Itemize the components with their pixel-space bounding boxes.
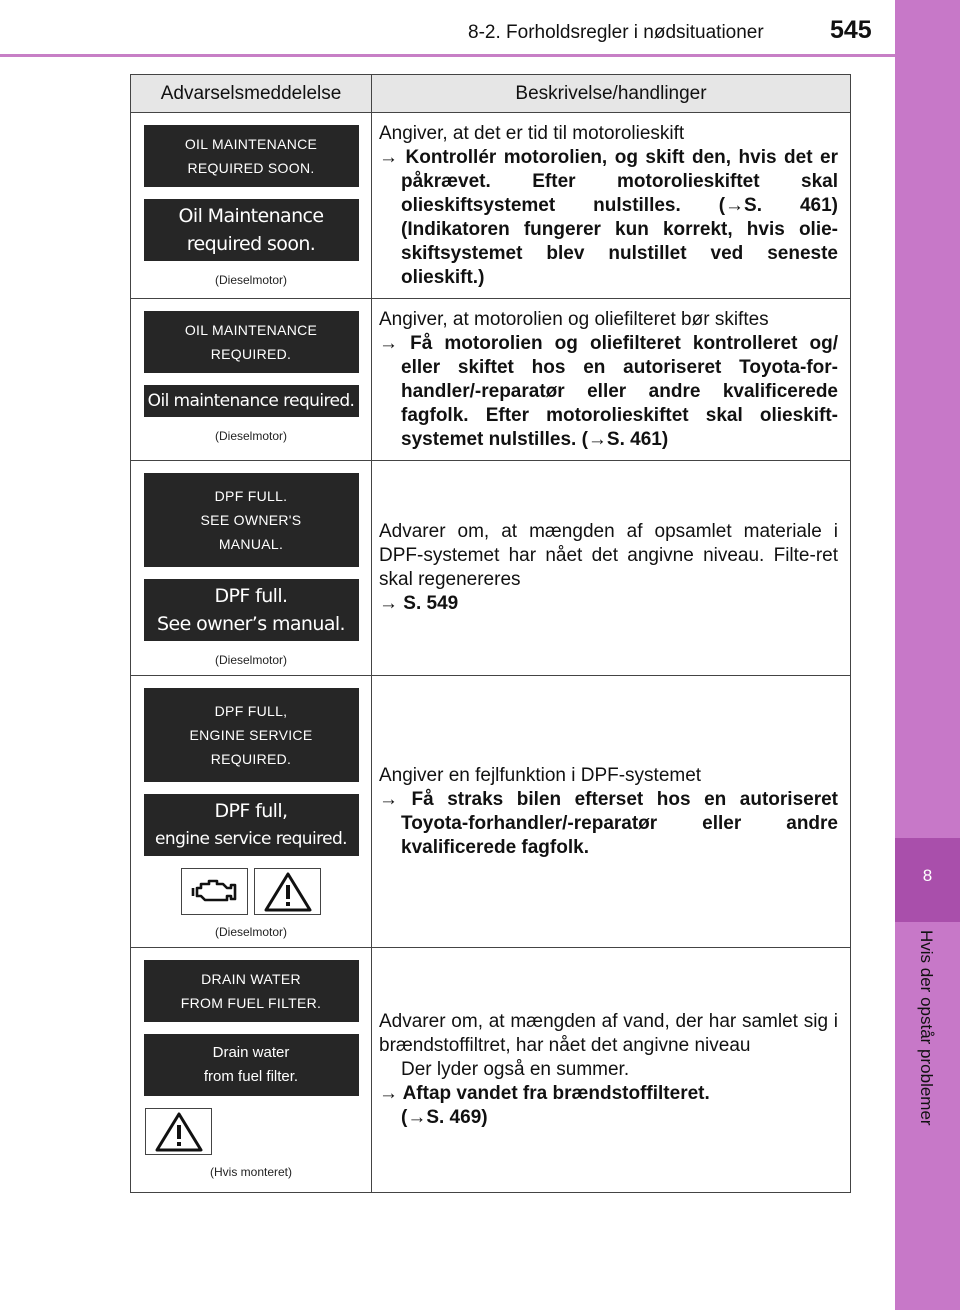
table-row <box>131 299 851 461</box>
arrow-symbol: → <box>379 788 398 810</box>
engine-caption: (Dieselmotor) <box>214 925 287 939</box>
message-display-text <box>144 473 359 567</box>
warning-icons <box>131 868 371 915</box>
table-row <box>131 676 851 948</box>
message-display-graphic <box>144 385 359 417</box>
display-line: REQUIRED. <box>210 751 292 767</box>
display-line: Oil maintenance required. <box>147 391 355 411</box>
display-line: OIL MAINTENANCE <box>184 136 318 152</box>
display-line: ENGINE SERVICE <box>189 727 313 743</box>
display-line: See owner’s manual. <box>157 613 345 635</box>
page-number: 545 <box>830 16 872 44</box>
table-row <box>131 461 851 676</box>
display-line: DPF full. <box>214 585 288 607</box>
display-line: OIL MAINTENANCE <box>184 322 318 338</box>
action-text: Kontrollér motorolien, og skift den, hvis det er påkrævet. Efter motorolieskiftet skal olieskiftsystemet nulstilles. (→S. 461) (Indikatoren fungerer kun korrekt, hvis olie-skiftsystemet blev nulstillet ved seneste olieskift.) <box>401 146 838 288</box>
description-intro: Angiver, at motorolien og oliefilteret bør skiftes <box>379 308 769 330</box>
message-display-text <box>144 960 359 1022</box>
description-note: Der lyder også en summer. <box>401 1059 630 1080</box>
display-line: REQUIRED SOON. <box>187 160 315 176</box>
engine-caption: (Dieselmotor) <box>214 653 287 667</box>
description-intro: Angiver, at det er tid til motorolieskift <box>379 122 685 144</box>
display-line: required soon. <box>186 233 316 255</box>
message-display-text <box>144 311 359 373</box>
message-display-cell <box>131 676 372 948</box>
description-intro: Advarer om, at mængden af vand, der har samlet sig i brændstoffiltret, har nået det angivne niveau <box>379 1011 838 1056</box>
page-reference-link[interactable]: (→S. 469) <box>401 1107 488 1128</box>
display-line: MANUAL. <box>218 536 284 552</box>
display-line: SEE OWNER'S <box>200 512 302 528</box>
arrow-symbol: → <box>379 1083 398 1104</box>
description-cell <box>372 676 851 948</box>
display-line: DPF FULL, <box>214 703 288 719</box>
table-row <box>131 113 851 299</box>
arrow-symbol: → <box>379 593 398 614</box>
column-header-message: Advarselsmeddelelse <box>131 75 372 113</box>
display-line: from fuel filter. <box>203 1068 299 1085</box>
table-row <box>131 948 851 1193</box>
display-line: DPF full, <box>214 800 288 822</box>
warning-triangle-icon <box>145 1108 212 1155</box>
display-line: Drain water <box>212 1044 290 1061</box>
chapter-label: Hvis der opstår problemer <box>917 930 936 1126</box>
message-display-cell <box>131 299 372 461</box>
page-reference-link[interactable]: S. 549 <box>403 593 459 614</box>
display-line: engine service required. <box>155 829 347 849</box>
column-header-description: Beskrivelse/handlinger <box>372 75 851 113</box>
message-display-graphic <box>144 1034 359 1096</box>
message-display-graphic <box>144 199 359 261</box>
message-display-text <box>144 125 359 187</box>
arrow-symbol: → <box>379 146 398 168</box>
warning-triangle-icon <box>254 868 321 915</box>
table-header-row <box>131 75 851 113</box>
fitment-caption: (Hvis monteret) <box>209 1165 292 1179</box>
description-cell <box>372 948 851 1193</box>
arrow-symbol: → <box>379 332 398 354</box>
header-divider <box>0 54 895 57</box>
action-text: Aftap vandet fra brændstoffilteret. <box>402 1083 710 1104</box>
display-line: DPF FULL. <box>214 488 288 504</box>
message-display-cell <box>131 461 372 676</box>
chapter-number: 8 <box>895 838 960 922</box>
action-text: Få straks bilen efterset hos en autoriseret Toyota-forhandler/-reparatør eller andre kvalificerede fagfolk. <box>401 788 838 858</box>
display-line: Oil Maintenance <box>178 205 324 227</box>
description-intro: Angiver en fejlfunktion i DPF-systemet <box>379 764 702 786</box>
message-display-graphic <box>144 794 359 856</box>
message-display-graphic <box>144 579 359 641</box>
warning-message-table <box>130 74 851 1193</box>
engine-caption: (Dieselmotor) <box>214 429 287 443</box>
description-cell <box>372 461 851 676</box>
description-cell <box>372 113 851 299</box>
engine-check-icon <box>181 868 248 915</box>
description-cell <box>372 299 851 461</box>
message-display-cell <box>131 113 372 299</box>
display-line: REQUIRED. <box>210 346 292 362</box>
display-line: DRAIN WATER <box>201 971 301 987</box>
warning-icons <box>131 1108 371 1155</box>
display-line: FROM FUEL FILTER. <box>180 995 322 1011</box>
message-display-cell <box>131 948 372 1193</box>
section-title: 8-2. Forholdsregler i nødsituationer <box>468 22 764 43</box>
chapter-side-tab <box>895 0 960 1310</box>
message-display-text <box>144 688 359 782</box>
description-intro: Advarer om, at mængden af opsamlet materiale i DPF-systemet har nået det angivne niveau. Filte-ret skal regenereres <box>379 521 838 590</box>
engine-caption: (Dieselmotor) <box>214 273 287 287</box>
action-text: Få motorolien og oliefilteret kontrolleret og/ eller skiftet hos en autoriseret Toyota-for-handler/-reparatør eller andre kvalificerede fagfolk. Efter motorolieskiftet skal olieskift-systemet nulstilles. (→S. 461) <box>401 332 838 450</box>
